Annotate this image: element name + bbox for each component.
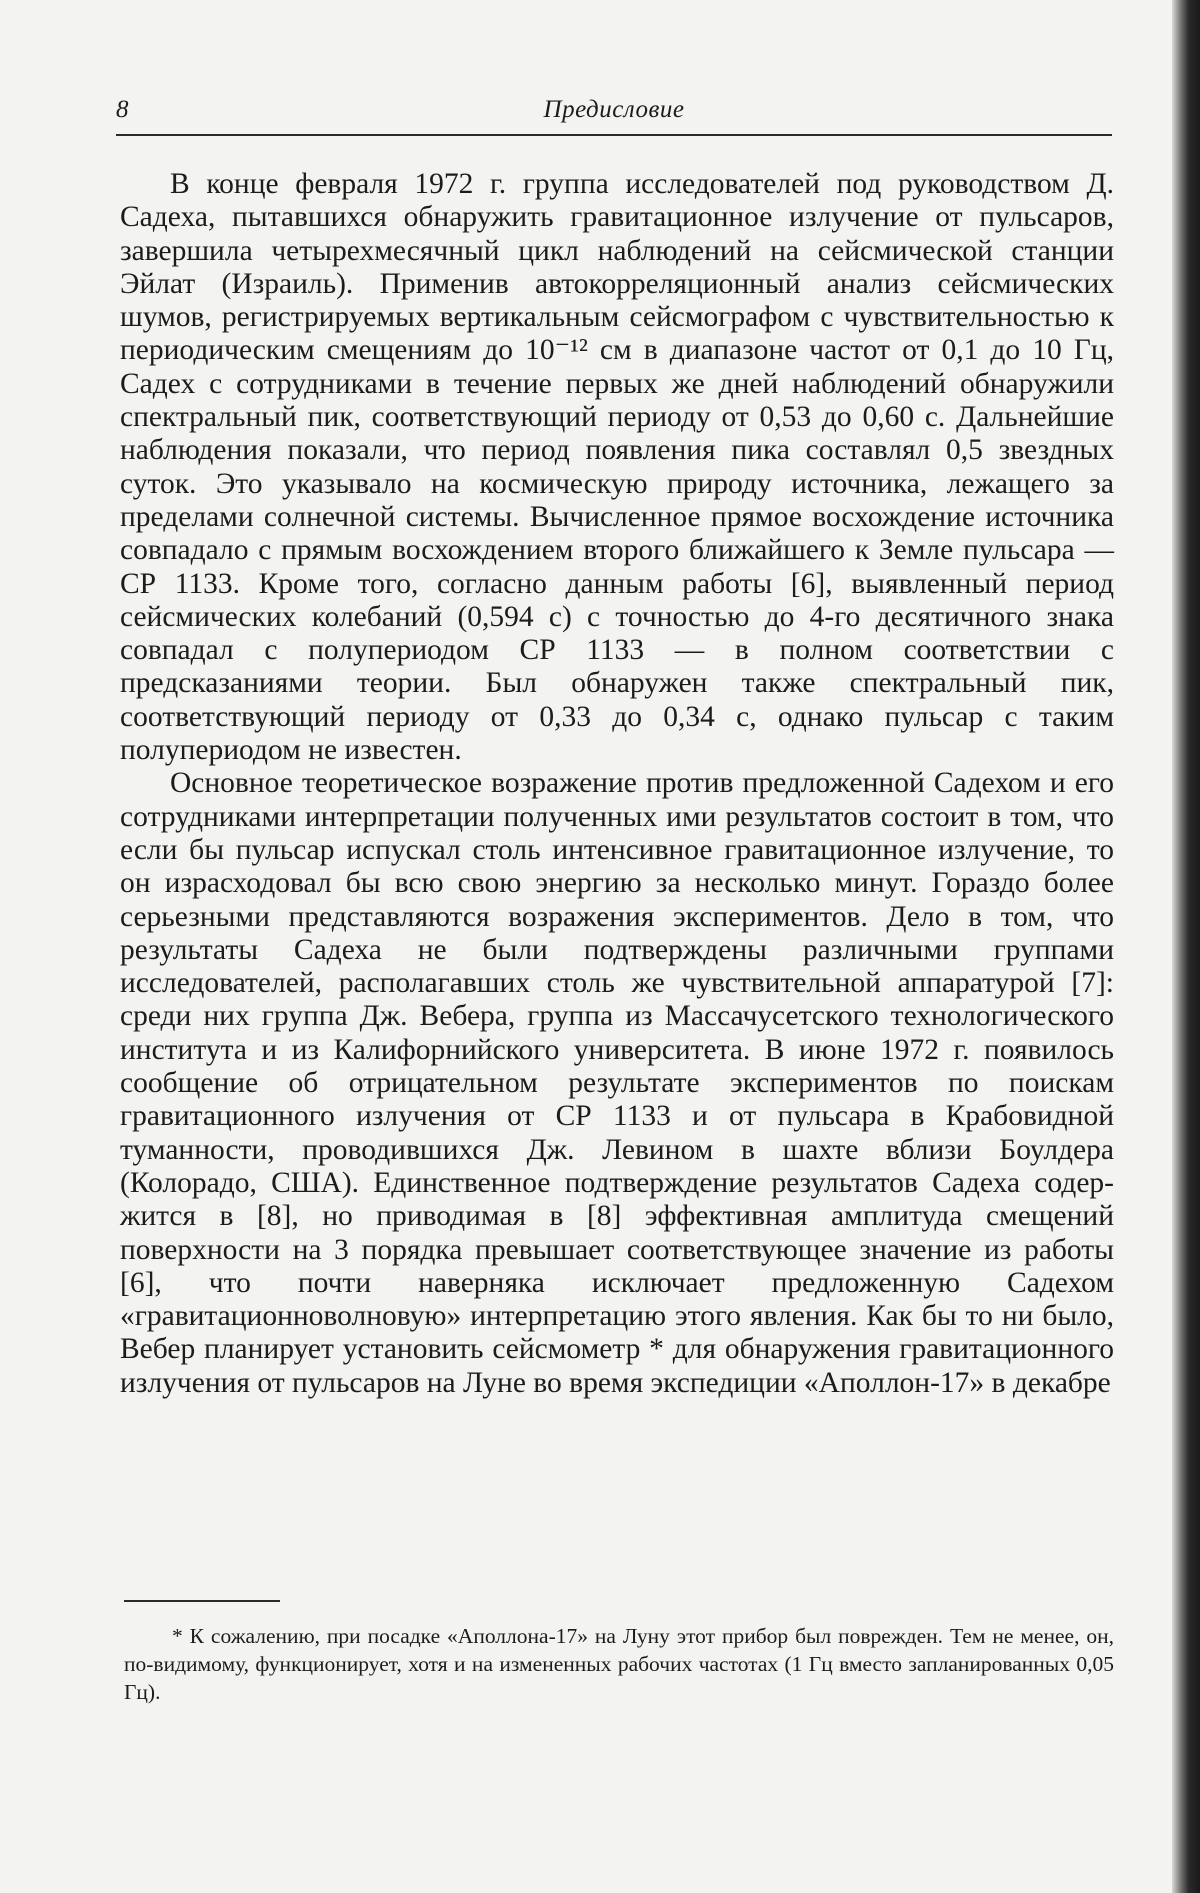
footnote-rule xyxy=(124,1600,280,1602)
page-edge-shadow xyxy=(1172,0,1200,1893)
body-text xyxy=(120,168,1114,1400)
page-number: 8 xyxy=(116,96,129,123)
paragraph: В конце февраля 1972 г. группа исследователей под руководством Д. Садеха, пытавшихся обнаружить гравитационное излучение от пульсаров, завершила четырехмесячный цикл наблюдений на сейсмической станции Эйлат (Израиль). Применив автокорреляционный анализ сейсмических шумов, регистрируемых вертикальным сейсмографом с чувствительностью к периодическим смещениям до 10⁻¹² см в диапазоне частот от 0,1 до 10 Гц, Садех с сотрудниками в течение первых же дней наблюдений обнаружили спектральный пик, соответствующий периоду от 0,53 до 0,60 с. Дальнейшие наблюдения показали, что период появления пика составлял 0,5 звездных суток. Это указывало на космическую природу источника, лежащего за пределами солнечной системы. Вычисленное прямое восхождение источника совпадало с прямым восхождением второго ближайшего к Земле пульсара — СР 1133. Кроме того, согласно данным работы [6], выявленный период сейсмических колебаний (0,594 с) с точностью до 4-го десятичного знака совпадал с полупериодом СР 1133 — в полном соответствии с предсказаниями теории. Был обнаружен также спектральный пик, соответствующий периоду от 0,33 до 0,34 с, однако пульсар с таким полупериодом не известен. xyxy=(120,168,1114,767)
header-rule xyxy=(116,134,1112,136)
footnote: * К сожалению, при посадке «Аполлона-17» на Луну этот прибор был поврежден. Тем не менее, он, по-видимому, функционирует, хотя и на измененных рабочих частотах (1 Гц вместо запланированных 0,05 Гц). xyxy=(124,1624,1114,1704)
paragraph: Основное теоретическое возражение против предложенной Садехом и его сотрудниками интерпретации полученных ими результатов состоит в том, что если бы пульсар испускал столь интенсивное гравитационное излучение, то он израсходовал бы всю свою энергию за несколько минут. Гораздо более серьезными представляются возражения экспериментов. Дело в том, что результаты Садеха не были подтверждены различными группами исследователей, располагавших столь же чувствительной аппаратурой [7]: среди них группа Дж. Вебера, группа из Массачусетского технологического института и из Калифорнийского университета. В июне 1972 г. появилось сообщение об отрицательном результате экспериментов по поискам гравитационного излучения от СР 1133 и от пульсара в Крабовидной туманности, проводившихся Дж. Левином в шахте вблизи Боулдера (Колорадо, США). Единственное подтверждение результатов Садеха содержится в [8], но приводимая в [8] эффективная амплитуда смещений поверхности на 3 порядка превышает соответствующее значение из работы [6], что почти наверняка исключает предложенную Садехом «гравитационноволновую» интерпретацию этого явления. Как бы то ни было, Вебер планирует установить сейсмометр * для обнаружения гравитационного излучения от пульсаров на Луне во время экспедиции «Аполлон-17» в декабре xyxy=(120,767,1114,1399)
running-title: Предисловие xyxy=(543,96,685,123)
page-header xyxy=(116,96,1112,128)
